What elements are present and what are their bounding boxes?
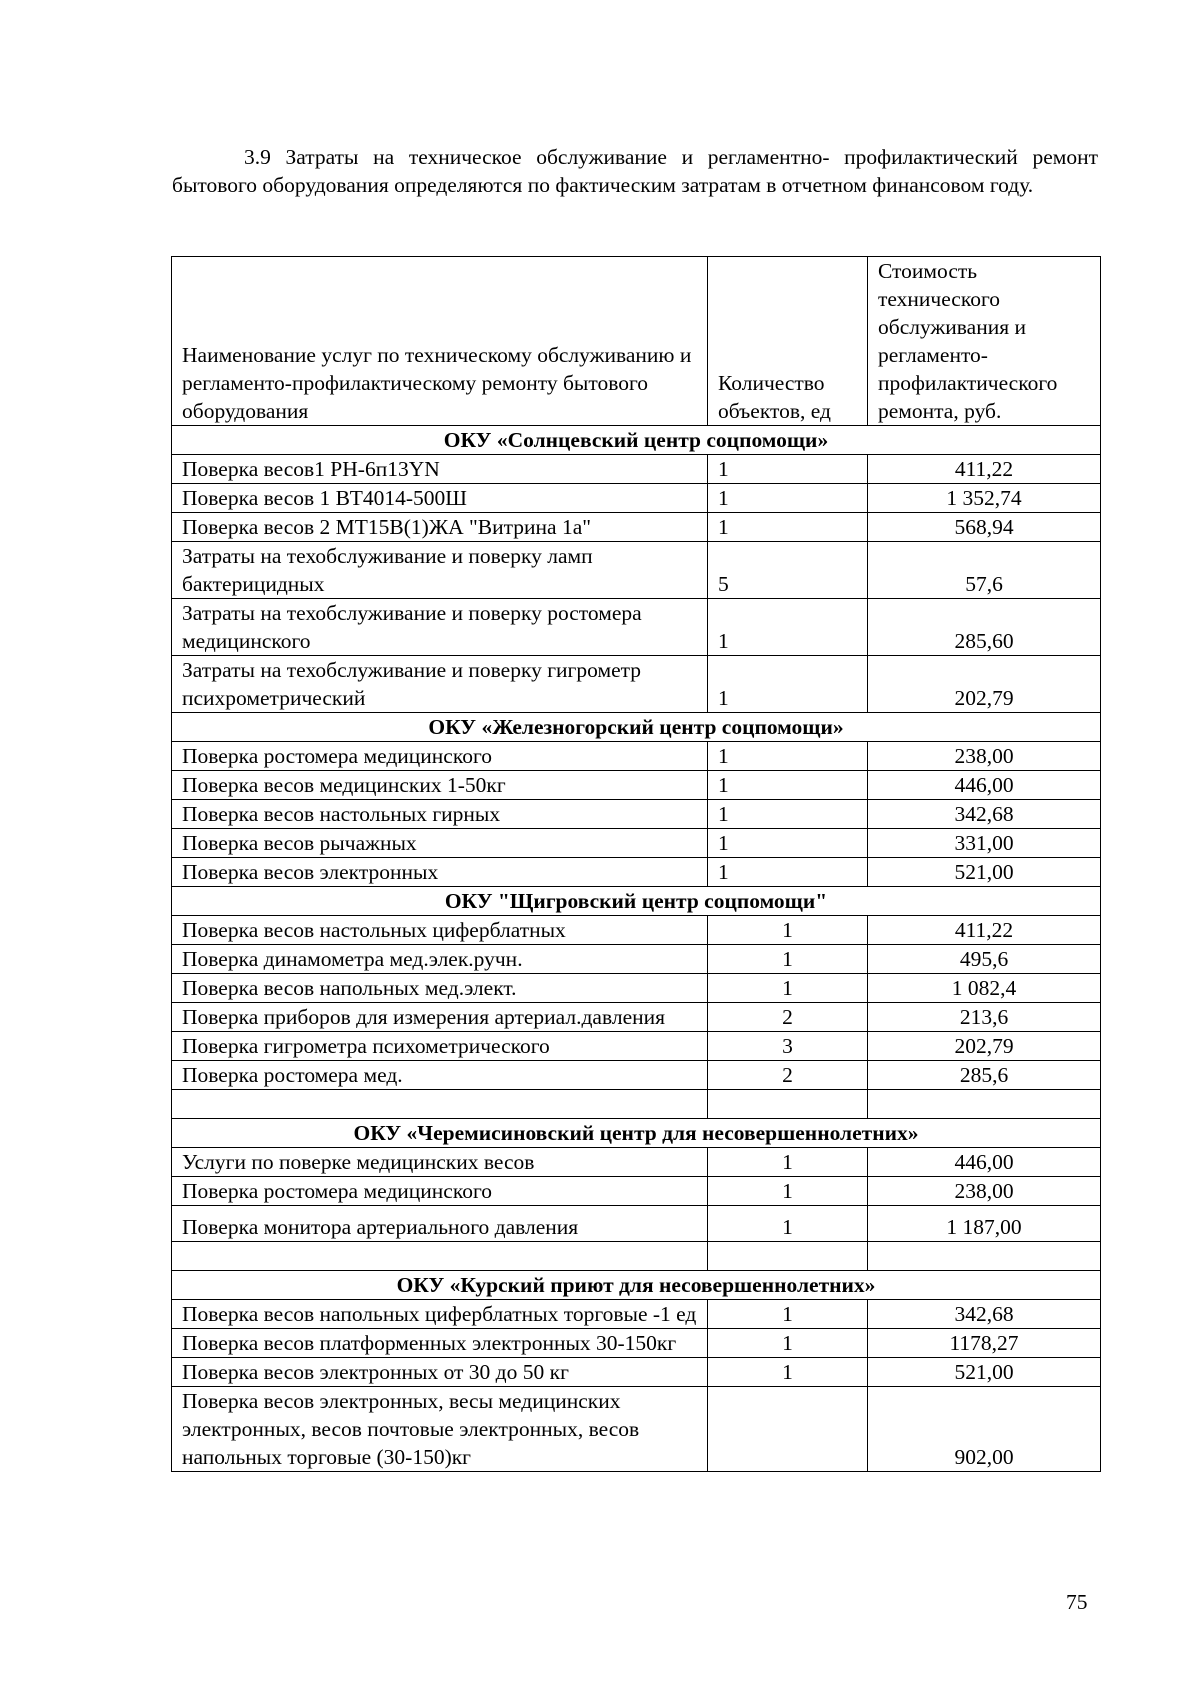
service-name: Поверка монитора артериального давления xyxy=(172,1206,708,1242)
cost-cell: 1 352,74 xyxy=(868,484,1101,513)
table-row xyxy=(172,945,1101,974)
cost-cell: 342,68 xyxy=(868,1300,1101,1329)
table-row xyxy=(172,858,1101,887)
service-name: Поверка гигрометра психометрического xyxy=(172,1032,708,1061)
quantity-cell: 1 xyxy=(708,945,868,974)
cost-cell: 411,22 xyxy=(868,455,1101,484)
quantity-cell: 1 xyxy=(708,1177,868,1206)
table-row xyxy=(172,1329,1101,1358)
table-row xyxy=(172,800,1101,829)
table-row xyxy=(172,1148,1101,1177)
service-name: Затраты на техобслуживание и поверку гигрометр психрометрический xyxy=(172,656,708,713)
table-row xyxy=(172,829,1101,858)
empty-row xyxy=(172,1090,1101,1119)
quantity-cell: 5 xyxy=(708,542,868,599)
section-title: ОКУ «Черемисиновский центр для несовершеннолетних» xyxy=(172,1119,1101,1148)
table-row xyxy=(172,513,1101,542)
service-name: Поверка весов электронных от 30 до 50 кг xyxy=(172,1358,708,1387)
section-row xyxy=(172,426,1101,455)
cost-cell: 238,00 xyxy=(868,1177,1101,1206)
service-name: Поверка весов рычажных xyxy=(172,829,708,858)
section-title: ОКУ «Солнцевский центр соцпомощи» xyxy=(172,426,1101,455)
cost-cell: 521,00 xyxy=(868,1358,1101,1387)
service-name: Поверка динамометра мед.элек.ручн. xyxy=(172,945,708,974)
table-header-row xyxy=(172,257,1101,426)
table-row xyxy=(172,542,1101,599)
quantity-cell: 1 xyxy=(708,858,868,887)
table-row xyxy=(172,742,1101,771)
cost-cell: 57,6 xyxy=(868,542,1101,599)
quantity-cell: 2 xyxy=(708,1061,868,1090)
table-row xyxy=(172,916,1101,945)
cost-cell: 1 082,4 xyxy=(868,974,1101,1003)
cost-cell: 1178,27 xyxy=(868,1329,1101,1358)
cost-cell: 238,00 xyxy=(868,742,1101,771)
quantity-cell: 3 xyxy=(708,1032,868,1061)
service-name: Поверка весов электронных xyxy=(172,858,708,887)
service-name: Поверка ростомера медицинского xyxy=(172,1177,708,1206)
table-row xyxy=(172,1206,1101,1242)
section-title: ОКУ «Курский приют для несовершеннолетних» xyxy=(172,1271,1101,1300)
intro-text: 3.9 Затраты на техническое обслуживание и регламентно- профилактический ремонт бытового оборудования определяются по фактическим затратам в отчетном финансовом году. xyxy=(172,145,1098,197)
cost-cell: 213,6 xyxy=(868,1003,1101,1032)
table-row xyxy=(172,455,1101,484)
service-name: Поверка ростомера мед. xyxy=(172,1061,708,1090)
table-row xyxy=(172,599,1101,656)
cost-cell: 1 187,00 xyxy=(868,1206,1101,1242)
table-row xyxy=(172,771,1101,800)
header-cost: Стоимость технического обслуживания и регламенто-профилактического ремонта, руб. xyxy=(868,257,1101,426)
service-name: Услуги по поверке медицинских весов xyxy=(172,1148,708,1177)
table-row xyxy=(172,1061,1101,1090)
cost-cell: 446,00 xyxy=(868,1148,1101,1177)
cost-cell: 202,79 xyxy=(868,1032,1101,1061)
service-name: Затраты на техобслуживание и поверку ростомера медицинского xyxy=(172,599,708,656)
header-name: Наименование услуг по техническому обслуживанию и регламенто-профилактическому ремонту бытового оборудования xyxy=(172,257,708,426)
cost-cell: 285,60 xyxy=(868,599,1101,656)
service-name: Поверка весов напольных циферблатных торговые -1 ед xyxy=(172,1300,708,1329)
section-title: ОКУ «Железногорский центр соцпомощи» xyxy=(172,713,1101,742)
quantity-cell: 1 xyxy=(708,974,868,1003)
service-name: Поверка весов настольных гирных xyxy=(172,800,708,829)
table-row xyxy=(172,974,1101,1003)
section-row xyxy=(172,713,1101,742)
quantity-cell: 1 xyxy=(708,484,868,513)
quantity-cell: 1 xyxy=(708,829,868,858)
cost-cell: 411,22 xyxy=(868,916,1101,945)
section-title: ОКУ "Щигровский центр соцпомощи" xyxy=(172,887,1101,916)
table-row xyxy=(172,1387,1101,1472)
cost-cell: 446,00 xyxy=(868,771,1101,800)
service-name: Поверка весов настольных циферблатных xyxy=(172,916,708,945)
quantity-cell: 1 xyxy=(708,800,868,829)
table-row xyxy=(172,1032,1101,1061)
table-row xyxy=(172,1300,1101,1329)
quantity-cell: 1 xyxy=(708,1148,868,1177)
header-quantity: Количество объектов, ед xyxy=(708,257,868,426)
service-name: Поверка приборов для измерения артериал.давления xyxy=(172,1003,708,1032)
section-row xyxy=(172,1119,1101,1148)
quantity-cell: 1 xyxy=(708,513,868,542)
cost-cell: 285,6 xyxy=(868,1061,1101,1090)
cost-cell: 342,68 xyxy=(868,800,1101,829)
service-name: Затраты на техобслуживание и поверку ламп бактерицидных xyxy=(172,542,708,599)
empty-row xyxy=(172,1242,1101,1271)
quantity-cell: 2 xyxy=(708,1003,868,1032)
table-row xyxy=(172,656,1101,713)
cost-cell: 902,00 xyxy=(868,1387,1101,1472)
intro-paragraph xyxy=(172,143,1098,199)
quantity-cell: 1 xyxy=(708,455,868,484)
service-name: Поверка весов 1 ВТ4014-500Ш xyxy=(172,484,708,513)
page-number: 75 xyxy=(1066,1590,1088,1614)
cost-cell: 331,00 xyxy=(868,829,1101,858)
service-name: Поверка весов 2 МТ15В(1)ЖА "Витрина 1а" xyxy=(172,513,708,542)
cost-cell: 202,79 xyxy=(868,656,1101,713)
quantity-cell: 1 xyxy=(708,1300,868,1329)
cost-cell: 521,00 xyxy=(868,858,1101,887)
table-row xyxy=(172,1358,1101,1387)
cost-cell: 495,6 xyxy=(868,945,1101,974)
table-row xyxy=(172,1177,1101,1206)
quantity-cell: 1 xyxy=(708,1358,868,1387)
table-row xyxy=(172,484,1101,513)
cost-cell: 568,94 xyxy=(868,513,1101,542)
service-name: Поверка весов1 РН-6п13YN xyxy=(172,455,708,484)
quantity-cell: 1 xyxy=(708,599,868,656)
quantity-cell: 1 xyxy=(708,916,868,945)
quantity-cell: 1 xyxy=(708,656,868,713)
service-name: Поверка весов электронных, весы медицинских электронных, весов почтовые электронных, весов напольных торговые (30-150)кг xyxy=(172,1387,708,1472)
service-name: Поверка весов напольных мед.элект. xyxy=(172,974,708,1003)
section-row xyxy=(172,887,1101,916)
table-row xyxy=(172,1003,1101,1032)
service-name: Поверка весов платформенных электронных 30-150кг xyxy=(172,1329,708,1358)
quantity-cell: 1 xyxy=(708,771,868,800)
service-name: Поверка ростомера медицинского xyxy=(172,742,708,771)
section-row xyxy=(172,1271,1101,1300)
maintenance-costs-table xyxy=(171,256,1101,1472)
quantity-cell: 1 xyxy=(708,1206,868,1242)
quantity-cell: 1 xyxy=(708,742,868,771)
service-name: Поверка весов медицинских 1-50кг xyxy=(172,771,708,800)
quantity-cell xyxy=(708,1387,868,1472)
quantity-cell: 1 xyxy=(708,1329,868,1358)
